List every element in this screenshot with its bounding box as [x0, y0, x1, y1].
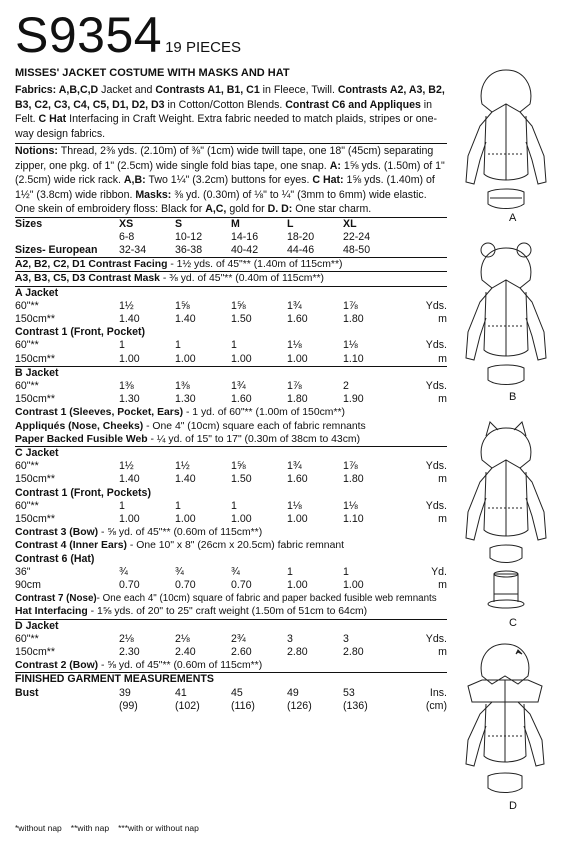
d-jacket-yds-row: 60"** 2⅛ 2⅛ 2¾ 3 3 Yds. — [15, 632, 447, 645]
a-jacket-yds-row: 60"** 1½ 1⅝ 1⅝ 1¾ 1⅞ Yds. — [15, 299, 447, 312]
fabrics-paragraph: Fabrics: A,B,C,D Jacket and Contrasts A1, B1, C1 in Fleece, Twill. Contrasts A2, A3, B2, B3, C2, C3, C4, C5, D1, D2, D3 in Cotton/Cotton Blends. Contrast C6 and Appliques in Felt. C Hat Interfacing in Craft Weight. Extra fabric needed to match plaids, stripes or one-way design fabrics. — [15, 84, 445, 140]
a-contrast1-yds-row: 60"** 1 1 1 1⅛ 1⅛ Yds. — [15, 339, 447, 352]
bust-cm-row: (99) (102) (116) (126) (136) (cm) — [119, 699, 447, 712]
d-jacket-m-row: 150cm** 2.30 2.40 2.60 2.80 2.80 m — [15, 646, 447, 658]
pattern-number: S9354 — [15, 7, 163, 63]
view-label-d: D — [509, 800, 517, 812]
contrast-facing-row: A2, B2, C2, D1 Contrast Facing - 1½ yds. of 45"** (1.40m of 115cm**) — [15, 258, 447, 272]
sizes-eu-row: Sizes- European 32-34 36-38 40-42 44-46 48-50 — [15, 243, 371, 256]
mask-d — [488, 773, 522, 793]
b-jacket-heading: B Jacket — [15, 366, 447, 380]
c-contrast3-row: Contrast 3 (Bow) - ⅝ yd. of 45"** (0.60m of 115cm**) — [15, 527, 263, 539]
c-contrast7-row: Contrast 7 (Nose)- One each 4" (10cm) square of fabric and paper backed fusible web remnants — [15, 593, 437, 605]
jacket-c-sketch — [452, 418, 560, 618]
jacket-d-sketch — [446, 640, 564, 800]
a-contrast1-heading: Contrast 1 (Front, Pocket) — [15, 326, 146, 339]
jacket-b-sketch — [452, 240, 560, 390]
footer-notes: *without nap **with nap ***with or without nap — [15, 823, 199, 833]
yardage-table — [15, 217, 447, 714]
mask-a — [488, 189, 524, 209]
c-contrast6-yds-row: 36" ¾ ¾ ¾ 1 1 Yd. — [15, 565, 447, 578]
c-jacket-yds-row: 60"** 1½ 1½ 1⅝ 1¾ 1⅞ Yds. — [15, 460, 447, 473]
bust-in-row: Bust 39 41 45 49 53 Ins. — [15, 686, 447, 699]
top-hat-icon — [488, 571, 524, 608]
a-jacket-heading: A Jacket — [15, 286, 447, 300]
sizes-row: Sizes XS S M L XL — [15, 217, 447, 231]
c-contrast6-m-row: 90cm 0.70 0.70 0.70 1.00 1.00 m — [15, 578, 447, 591]
c-jacket-heading: C Jacket — [15, 446, 447, 460]
yardage-chart — [15, 83, 447, 713]
notions-paragraph: Notions: Thread, 2⅜ yds. (2.10m) of ⅜" (1cm) wide twill tape, one 18" (45cm) separating zipper, one pkg. of 1" (2.5cm) wide single fold bias tape, one snap. A: 1⅝ yds. (1.50m) of 1" (2.5cm) wide rick rack. A,B: Two 1¼" (3.2cm) buttons for eyes. C Hat: 1⅝ yds. (1.40m) of 1½" (3.8cm) wide ribbon. Masks: ⅜ yd. (0.30m) of ⅛" to ¼" (3mm to 6mm) wide elastic. One skein of embroidery floss: Black for A,C, gold for D. D: One star charm. — [15, 145, 445, 215]
pattern-title: MISSES' JACKET COSTUME WITH MASKS AND HAT — [15, 67, 290, 79]
b-jacket-yds-row: 60"** 1⅜ 1⅜ 1¾ 1⅞ 2 Yds. — [15, 379, 447, 392]
a-jacket-m-row: 150cm** 1.40 1.40 1.50 1.60 1.80 m — [15, 312, 447, 325]
mask-b — [488, 365, 524, 385]
contrast-mask-row: A3, B3, C5, D3 Contrast Mask - ⅜ yd. of 45"** (0.40m of 115cm**) — [15, 272, 447, 286]
c-hat-interfacing-row: Hat Interfacing - 1⅝ yds. of 20" to 25" craft weight (1.50m of 51cm to 64cm) — [15, 606, 368, 618]
c-jacket-m-row: 150cm** 1.40 1.40 1.50 1.60 1.80 m — [15, 473, 447, 486]
b-appliques-row: Appliqués (Nose, Cheeks) - One 4" (10cm) square each of fabric remnants — [15, 420, 366, 432]
view-label-a: A — [509, 212, 517, 224]
b-jacket-m-row: 150cm** 1.30 1.30 1.60 1.80 1.90 m — [15, 393, 447, 406]
finished-measurements-heading: FINISHED GARMENT MEASUREMENTS — [15, 673, 447, 687]
sizes-us-row: 6-8 10-12 14-16 18-20 22-24 — [119, 230, 371, 243]
mask-c — [490, 545, 522, 563]
c-contrast1-m-row: 150cm** 1.00 1.00 1.00 1.00 1.10 m — [15, 512, 447, 525]
jacket-a-sketch — [452, 64, 560, 214]
b-fusible-row: Paper Backed Fusible Web - ¼ yd. of 15" to 17" (0.30m of 38cm to 43cm) — [15, 433, 361, 445]
c-contrast6-heading: Contrast 6 (Hat) — [15, 552, 95, 565]
c-contrast1-heading: Contrast 1 (Front, Pockets) — [15, 486, 151, 499]
c-contrast1-yds-row: 60"** 1 1 1 1⅛ 1⅛ Yds. — [15, 499, 447, 512]
b-contrast1-row: Contrast 1 (Sleeves, Pocket, Ears) - 1 yd. of 60"** (1.00m of 150cm**) — [15, 407, 345, 419]
d-jacket-heading: D Jacket — [15, 619, 447, 633]
view-label-b: B — [509, 391, 517, 403]
view-label-c: C — [509, 617, 517, 629]
d-contrast2-row: Contrast 2 (Bow) - ⅝ yd. of 45"** (0.60m of 115cm**) — [15, 660, 263, 672]
a-contrast1-m-row: 150cm** 1.00 1.00 1.00 1.00 1.10 m — [15, 352, 447, 365]
c-contrast4-row: Contrast 4 (Inner Ears) - One 10" x 8" (26cm x 20.5cm) fabric remnant — [15, 540, 345, 552]
piece-count: 19 PIECES — [165, 39, 241, 56]
header — [15, 6, 241, 64]
